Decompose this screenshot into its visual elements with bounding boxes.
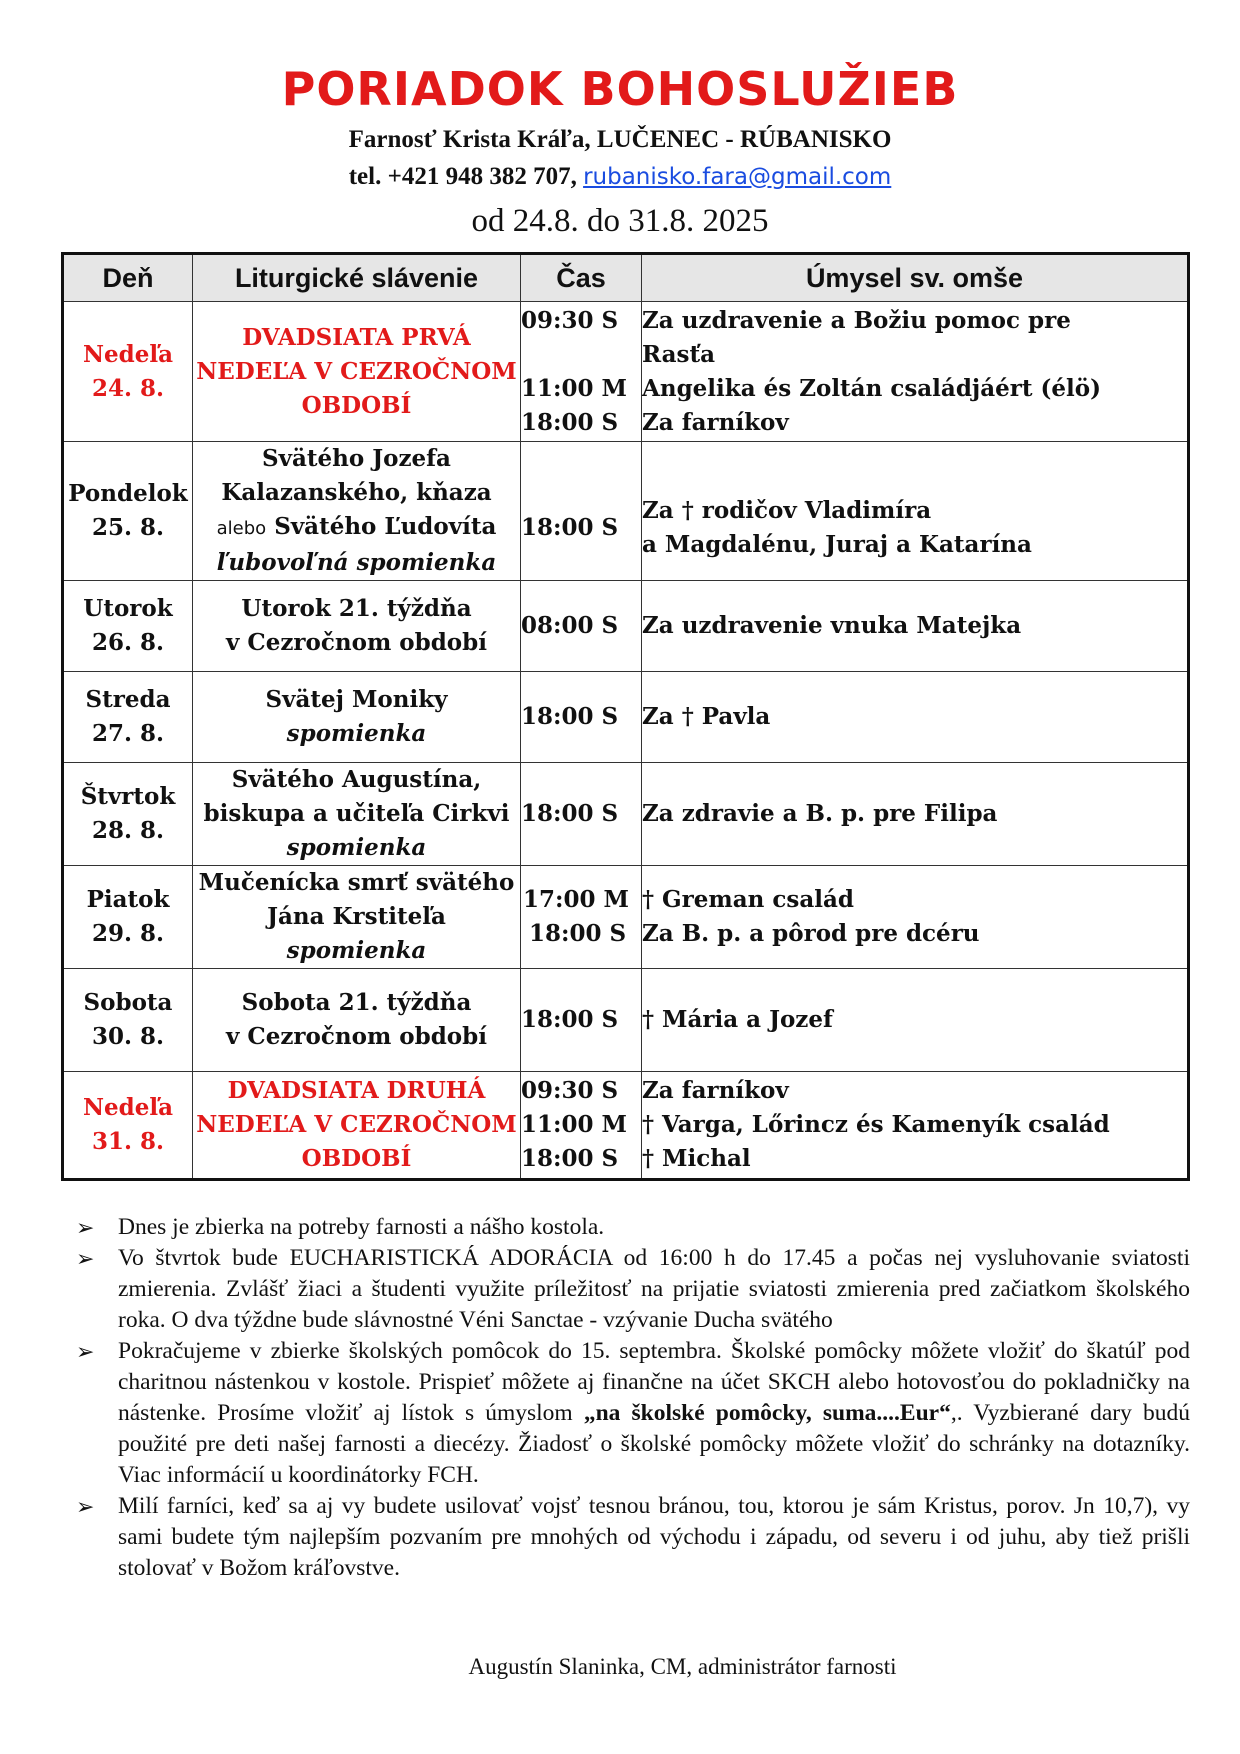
arrow-bullet-icon: ➢ <box>76 1339 95 1364</box>
intention-text: † Varga, Lőrincz és Kamenyík család <box>642 1111 1110 1138</box>
mass-time: 08:00 S <box>521 612 619 639</box>
intention-text: Za zdravie a B. p. pre Filipa <box>642 800 998 827</box>
mass-time: 18:00 S <box>521 1006 619 1033</box>
day-cell <box>63 1072 193 1180</box>
day-date: 29. 8. <box>91 920 165 947</box>
header-day: Deň <box>63 254 193 302</box>
intention-cell <box>642 442 1189 581</box>
day-date: 24. 8. <box>91 374 165 402</box>
liturgy-cell <box>193 969 521 1072</box>
intention-text: Angelika és Zoltán családjáért (élö) <box>642 374 1101 402</box>
liturgy-cell <box>193 581 521 672</box>
table-row <box>63 1072 1189 1180</box>
mass-time: 09:30 S <box>521 306 619 334</box>
intention-text: † Mária a Jozef <box>642 1006 833 1033</box>
liturgy-line: DVADSIATA PRVÁ <box>242 323 471 351</box>
liturgy-line: Utorok 21. týždňa <box>241 595 472 622</box>
parish-name: Farnosť Krista Kráľa, LUČENEC - RÚBANISKO <box>348 126 892 153</box>
day-cell <box>63 866 193 969</box>
announcement-text: Dnes je zbierka na potreby farnosti a nášho kostola. <box>118 1214 605 1240</box>
table-row <box>63 672 1189 763</box>
intention-text: Za uzdravenie a Božiu pomoc pre <box>642 306 1071 334</box>
arrow-bullet-icon: ➢ <box>76 1494 95 1519</box>
liturgy-cell <box>193 1072 521 1180</box>
mass-time: 18:00 S <box>529 920 627 947</box>
intention-cell <box>642 581 1189 672</box>
day-date: 31. 8. <box>91 1128 165 1155</box>
mass-time: 17:00 M <box>523 886 629 913</box>
intention-cell <box>642 672 1189 763</box>
arrow-bullet-icon: ➢ <box>76 1246 95 1271</box>
liturgy-line: Svätého Jozefa <box>262 445 451 472</box>
intention-text: † Greman család <box>642 886 854 913</box>
liturgy-line: OBDOBÍ <box>301 1145 412 1172</box>
liturgy-alt-saint: Svätého Ľudovíta <box>274 513 497 540</box>
liturgy-line: biskupa a učiteľa Cirkvi <box>203 800 510 827</box>
date-range: od 24.8. do 31.8. 2025 <box>471 203 769 239</box>
intention-text: † Michal <box>642 1145 751 1172</box>
liturgy-cell <box>193 302 521 442</box>
time-cell <box>521 763 642 866</box>
liturgy-line: DVADSIATA DRUHÁ <box>227 1077 486 1104</box>
liturgy-line: OBDOBÍ <box>301 391 412 419</box>
table-row <box>63 442 1189 581</box>
announcement-text: Milí farníci, keď sa aj vy budete usilovať vojsť tesnou bránou, tou, ktorou je sám Kristus, porov. Jn 10,7), vy sami budete tým najlepším pozvaním pre mnohých od východu i západu, od severu i od juhu, aby tiež prišli stolovať v Božom kráľovstve. <box>118 1493 1190 1581</box>
phone-number: tel. +421 948 382 707, <box>348 163 577 190</box>
intention-text: Rasťa <box>642 340 716 368</box>
contact-line <box>0 163 1240 191</box>
time-cell <box>521 302 642 442</box>
table-row <box>63 969 1189 1072</box>
announcements-list <box>76 1212 1190 1584</box>
table-header-row <box>63 254 1189 302</box>
liturgy-cell <box>193 672 521 763</box>
schedule-table <box>61 252 1190 1181</box>
liturgy-line: v Cezročnom období <box>226 629 487 656</box>
liturgy-line: Mučenícka smrť svätého <box>198 869 515 896</box>
day-date: 25. 8. <box>91 514 165 541</box>
day-name: Pondelok <box>68 480 188 507</box>
page-title: PORIADOK BOHOSLUŽIEB <box>281 62 959 116</box>
day-cell <box>63 302 193 442</box>
time-cell <box>521 1072 642 1180</box>
header-liturgy: Liturgické slávenie <box>193 254 521 302</box>
header-intention: Úmysel sv. omše <box>642 254 1189 302</box>
intention-cell <box>642 763 1189 866</box>
mass-time: 18:00 S <box>521 408 619 436</box>
day-name: Štvrtok <box>80 783 176 810</box>
intention-text: Za farníkov <box>642 1077 789 1104</box>
time-cell <box>521 672 642 763</box>
mass-time: 18:00 S <box>521 514 619 541</box>
intention-cell <box>642 1072 1189 1180</box>
intention-cell <box>642 866 1189 969</box>
table-row <box>63 581 1189 672</box>
intention-text: Za uzdravenie vnuka Matejka <box>642 612 1022 639</box>
time-cell <box>521 581 642 672</box>
table-row <box>63 302 1189 442</box>
time-cell <box>521 969 642 1072</box>
intention-text: Za farníkov <box>642 408 789 436</box>
announcement-emphasis: „na školské pomôcky, suma....Eur“ <box>583 1400 951 1426</box>
liturgy-line: Svätej Moniky <box>265 686 448 713</box>
liturgy-rank: spomienka <box>286 834 427 861</box>
announcement-text: Pokračujeme v zbierke školských pomôcok do 15. septembra. Školské pomôcky môžete vložiť do škatúľ pod charitnou nástenkou v kostole. Prispieť môžete aj finančne na účet SKCH alebo hotovosťou do pokladničky na nástenke. Prosíme vložiť aj lístok s úmyslom <box>118 1338 1190 1426</box>
liturgy-rank: spomienka <box>286 720 427 747</box>
time-cell <box>521 866 642 969</box>
header-time: Čas <box>521 254 642 302</box>
table-row <box>63 866 1189 969</box>
intention-text: Za † rodičov Vladimíra <box>642 497 932 524</box>
liturgy-line: v Cezročnom období <box>226 1023 487 1050</box>
mass-time: 11:00 M <box>521 1111 627 1138</box>
day-cell <box>63 763 193 866</box>
liturgy-line: Jána Krstiteľa <box>267 903 446 930</box>
day-name: Nedeľa <box>82 340 173 368</box>
liturgy-line: Sobota 21. týždňa <box>241 989 472 1016</box>
liturgy-cell <box>193 442 521 581</box>
intention-text: a Magdalénu, Juraj a Katarína <box>642 531 1032 558</box>
day-date: 28. 8. <box>91 817 165 844</box>
mass-time: 18:00 S <box>521 703 619 730</box>
mass-time: 09:30 S <box>521 1077 619 1104</box>
liturgy-line: NEDEĽA V CEZROČNOM <box>196 1111 517 1138</box>
day-name: Sobota <box>83 989 173 1016</box>
announcement-text: ,. Vyzbierané dary budú použité pre deti našej farnosti a diecézy. Žiadosť o školské pomôcky môžete vložiť do schránky na dotazníky. Viac informácií u koordinátorky FCH. <box>118 1400 1190 1488</box>
arrow-bullet-icon: ➢ <box>76 1215 95 1240</box>
time-cell <box>521 442 642 581</box>
liturgy-alt-word: alebo <box>216 518 267 539</box>
intention-cell <box>642 969 1189 1072</box>
announcement-item <box>76 1336 1190 1491</box>
liturgy-line <box>193 510 520 546</box>
day-name: Nedeľa <box>82 1094 173 1121</box>
day-cell <box>63 581 193 672</box>
liturgy-line: Svätého Augustína, <box>231 766 482 793</box>
liturgy-line: Kalazanského, kňaza <box>221 479 492 506</box>
intention-text: Za † Pavla <box>642 703 771 730</box>
mass-time: 18:00 S <box>521 1145 619 1172</box>
table-row <box>63 763 1189 866</box>
mass-time: 18:00 S <box>521 800 619 827</box>
liturgy-cell <box>193 866 521 969</box>
day-cell <box>63 969 193 1072</box>
day-name: Utorok <box>83 595 173 622</box>
announcement-item <box>76 1212 1190 1243</box>
liturgy-rank: ľubovoľná spomienka <box>216 549 497 576</box>
liturgy-rank: spomienka <box>286 937 427 964</box>
liturgy-cell <box>193 763 521 866</box>
announcement-item <box>76 1491 1190 1584</box>
day-cell <box>63 442 193 581</box>
email-link[interactable]: rubanisko.fara@gmail.com <box>583 164 892 190</box>
day-date: 30. 8. <box>91 1023 165 1050</box>
day-cell <box>63 672 193 763</box>
intention-cell <box>642 302 1189 442</box>
announcement-text: Vo štvrtok bude EUCHARISTICKÁ ADORÁCIA od 16:00 h do 17.45 a počas nej vysluhovanie sviatosti zmierenia. Zvlášť žiaci a študenti využite príležitosť na prijatie sviatosti zmierenia pred začiatkom školského roka. O dva týždne bude slávnostné Véni Sanctae - vzývanie Ducha svätého <box>118 1245 1190 1333</box>
mass-time: 11:00 M <box>521 374 627 402</box>
day-name: Piatok <box>86 886 170 913</box>
liturgy-line: NEDEĽA V CEZROČNOM <box>196 357 517 385</box>
day-date: 27. 8. <box>91 720 165 747</box>
intention-text: Za B. p. a pôrod pre dcéru <box>642 920 980 947</box>
signature: Augustín Slaninka, CM, administrátor farnosti <box>468 1654 897 1679</box>
day-date: 26. 8. <box>91 629 165 656</box>
day-name: Streda <box>85 686 171 713</box>
announcement-item <box>76 1243 1190 1336</box>
